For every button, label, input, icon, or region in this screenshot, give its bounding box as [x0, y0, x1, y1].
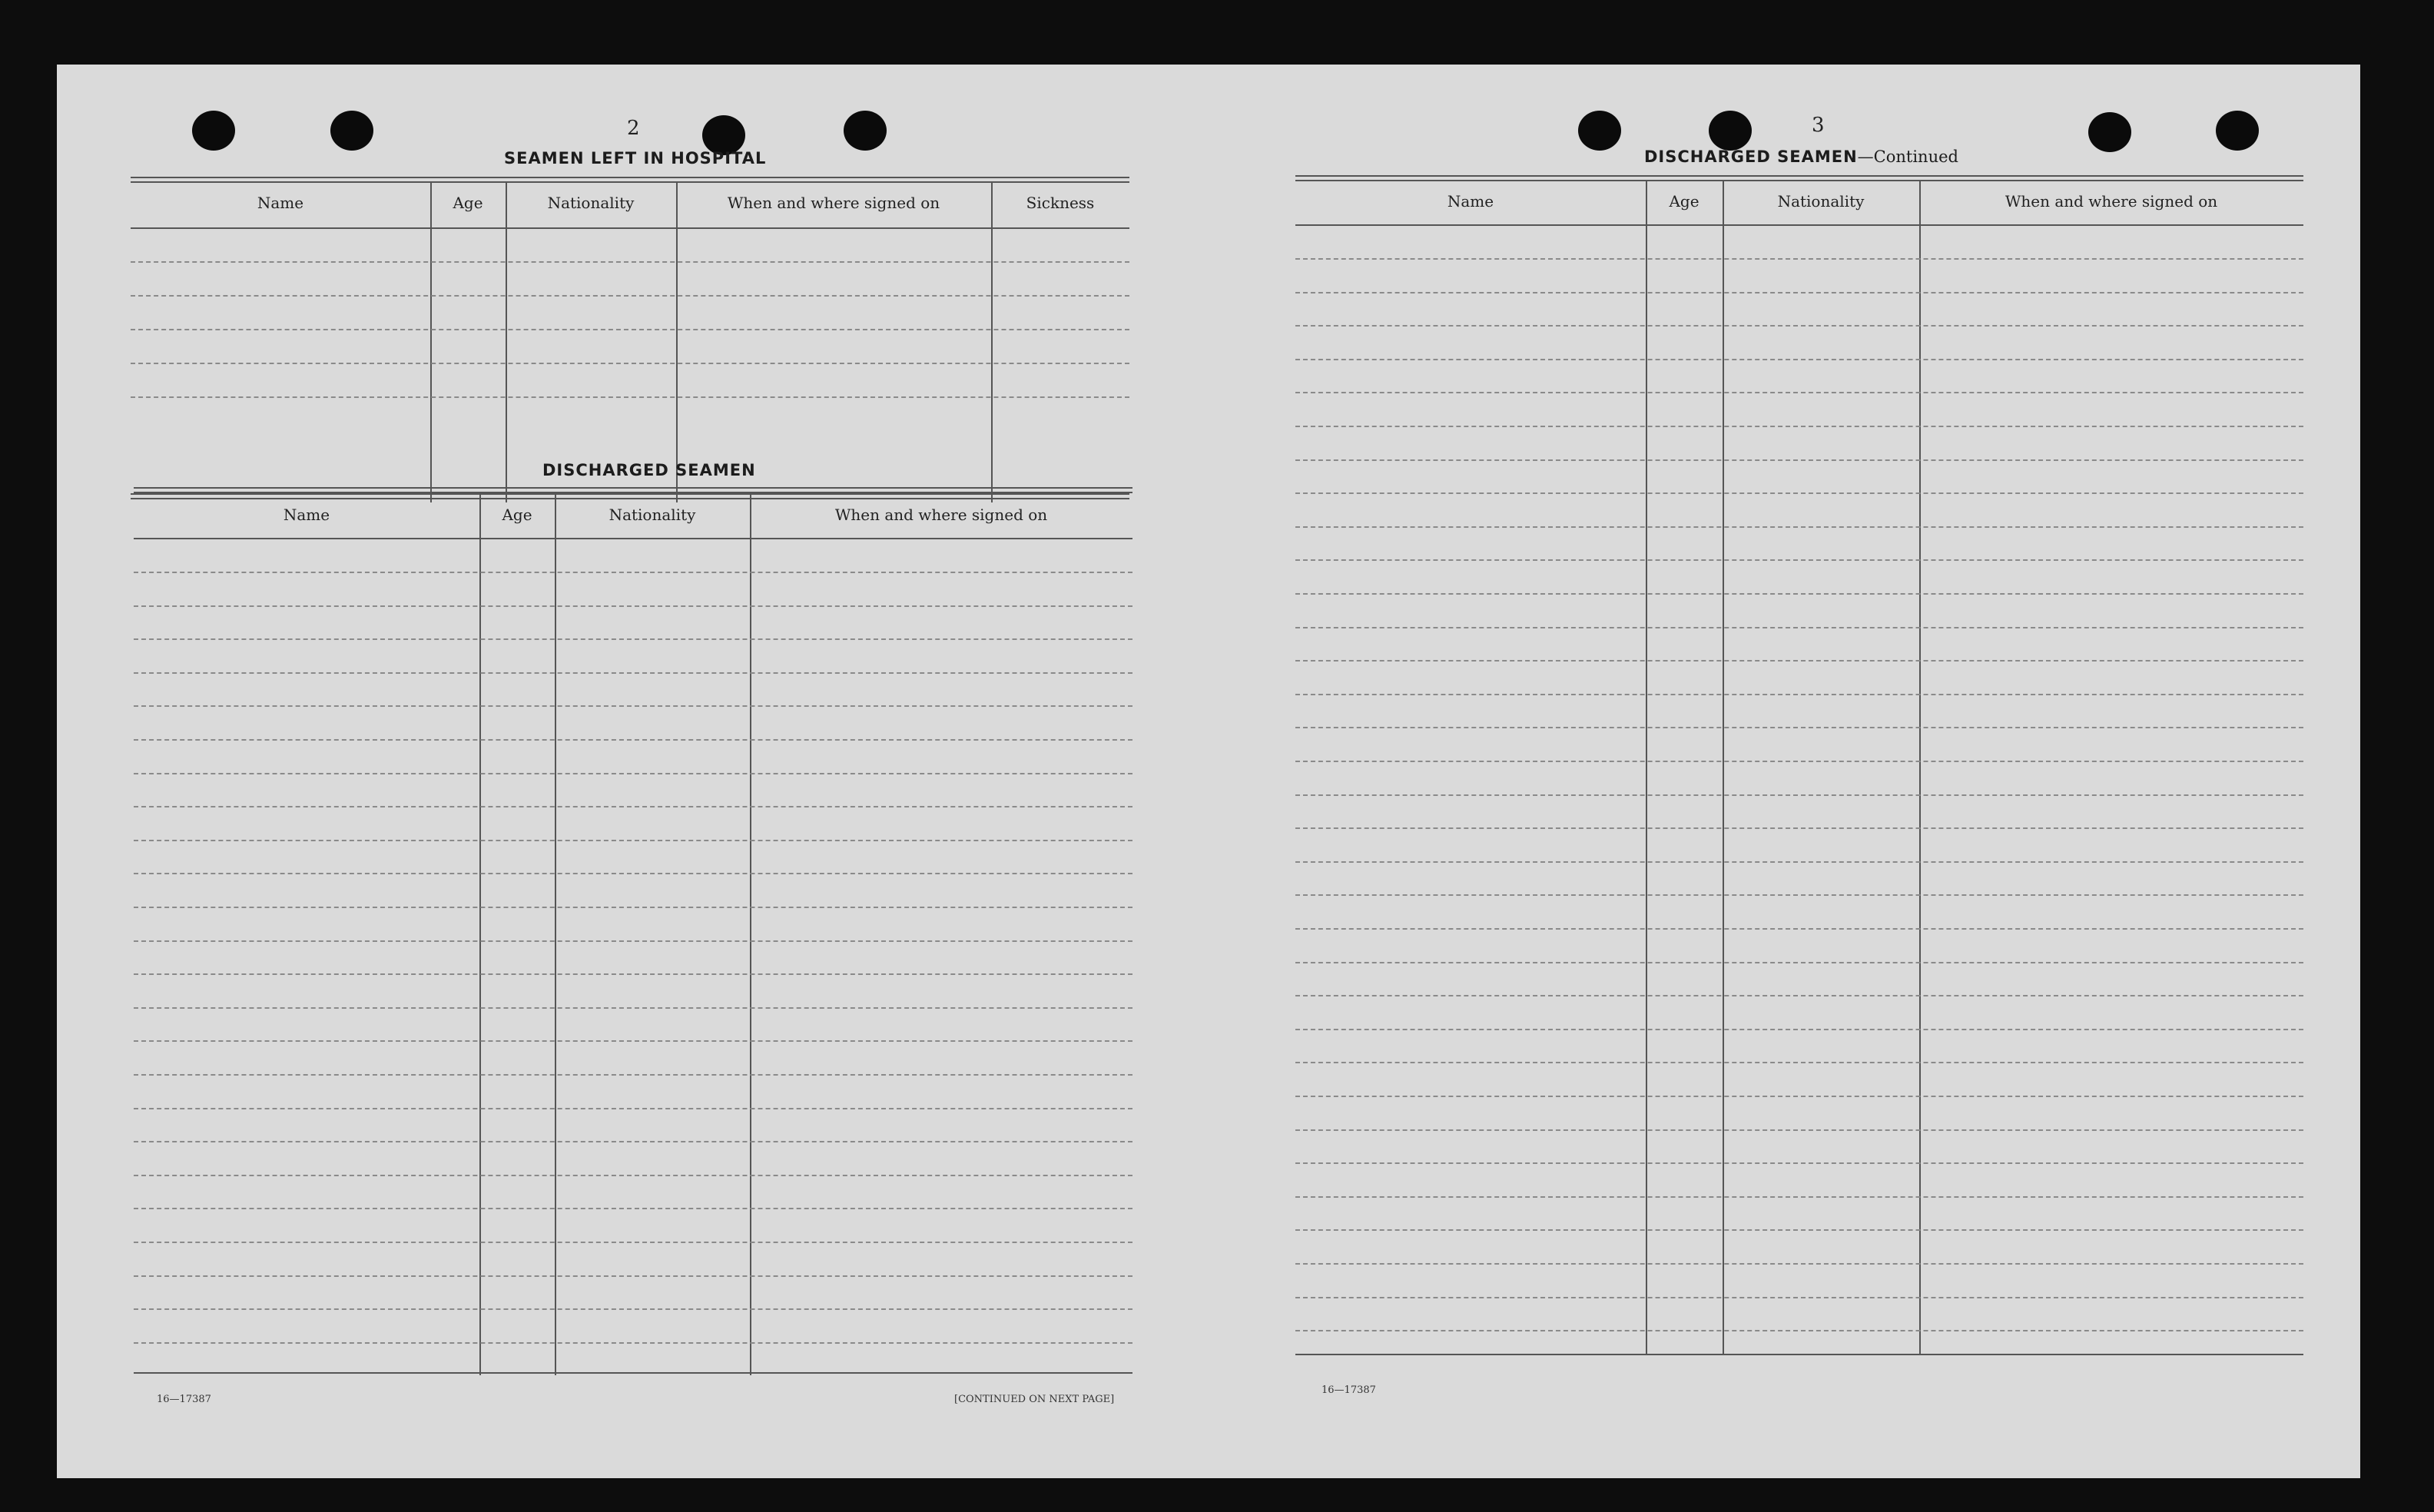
- hospital-table: [131, 177, 1129, 502]
- table-rule: [1295, 1354, 2303, 1355]
- table-row: [1295, 392, 2303, 393]
- table-row: [1295, 727, 2303, 728]
- table-row: [134, 973, 1132, 975]
- punch-hole: [330, 111, 373, 151]
- form-sheet: [57, 65, 2360, 1478]
- table-row: [134, 705, 1132, 707]
- table-row: [134, 638, 1132, 640]
- column-header: Sickness: [1026, 194, 1095, 212]
- table-row: [1295, 861, 2303, 863]
- punch-hole: [1709, 111, 1752, 151]
- table-row: [1295, 694, 2303, 695]
- table-row: [1295, 1229, 2303, 1231]
- hospital-section-title: SEAMEN LEFT IN HOSPITAL: [504, 149, 767, 167]
- table-row: [1295, 928, 2303, 930]
- column-divider: [1646, 180, 1647, 1355]
- table-row: [134, 1342, 1132, 1344]
- table-row: [134, 739, 1132, 741]
- table-row: [134, 1108, 1132, 1109]
- table-row: [1295, 292, 2303, 293]
- column-header: Age: [502, 506, 532, 524]
- table-row: [1295, 995, 2303, 996]
- header-rule: [131, 227, 1129, 229]
- table-row: [131, 329, 1129, 330]
- table-row: [1295, 258, 2303, 260]
- page-number-left: 2: [627, 117, 640, 140]
- table-row: [134, 1141, 1132, 1142]
- table-row: [1295, 426, 2303, 427]
- table-row: [1295, 593, 2303, 595]
- table-row: [1295, 1330, 2303, 1331]
- table-row: [134, 1040, 1132, 1042]
- continued-section-title: [1644, 148, 1958, 166]
- table-row: [134, 672, 1132, 674]
- column-divider: [1919, 180, 1921, 1355]
- column-header: Nationality: [608, 506, 696, 524]
- table-row: [134, 907, 1132, 908]
- header-rule: [1295, 224, 2303, 226]
- header-rule: [134, 538, 1132, 539]
- column-divider: [991, 181, 993, 502]
- table-row: [1295, 526, 2303, 528]
- table-rule: [1295, 175, 2303, 177]
- table-rule: [134, 1372, 1132, 1374]
- table-row: [1295, 1029, 2303, 1030]
- discharged-section-title: DISCHARGED SEAMEN: [542, 461, 756, 479]
- table-rule: [1295, 180, 2303, 181]
- column-divider: [1723, 180, 1724, 1355]
- punch-hole: [1578, 111, 1621, 151]
- table-row: [1295, 1162, 2303, 1164]
- table-row: [1295, 1263, 2303, 1265]
- table-row: [1295, 962, 2303, 963]
- column-divider: [430, 181, 432, 502]
- table-row: [134, 1242, 1132, 1243]
- punch-hole: [844, 111, 887, 151]
- table-row: [1295, 1129, 2303, 1131]
- table-row: [1295, 627, 2303, 628]
- column-header: Age: [1669, 192, 1699, 211]
- punch-hole: [192, 111, 235, 151]
- section-title-suffix: —Continued: [1857, 148, 1958, 166]
- table-row: [1295, 660, 2303, 662]
- table-row: [134, 1275, 1132, 1277]
- table-row: [134, 1074, 1132, 1076]
- table-row: [1295, 827, 2303, 829]
- table-row: [1295, 894, 2303, 896]
- column-header: Age: [453, 194, 483, 212]
- table-row: [131, 396, 1129, 398]
- table-row: [1295, 1062, 2303, 1063]
- table-row: [1295, 492, 2303, 494]
- table-row: [1295, 1297, 2303, 1298]
- table-row: [1295, 794, 2303, 796]
- table-row: [134, 1308, 1132, 1310]
- table-row: [134, 840, 1132, 841]
- page-number-right: 3: [1812, 114, 1825, 137]
- table-rule: [131, 181, 1129, 183]
- table-rule: [134, 487, 1132, 489]
- table-row: [134, 1208, 1132, 1209]
- table-rule: [134, 492, 1132, 493]
- table-row: [131, 261, 1129, 263]
- table-row: [134, 940, 1132, 942]
- form-number-right: 16—17387: [1321, 1384, 1376, 1396]
- table-row: [1295, 559, 2303, 561]
- table-row: [134, 1007, 1132, 1009]
- column-header: Name: [283, 506, 330, 524]
- column-header: Nationality: [547, 194, 635, 212]
- table-rule: [131, 177, 1129, 178]
- table-row: [1295, 1196, 2303, 1198]
- table-row: [1295, 1096, 2303, 1097]
- form-number-left: 16—17387: [157, 1394, 211, 1405]
- column-header: When and where signed on: [2005, 192, 2218, 211]
- column-header: When and where signed on: [727, 194, 940, 212]
- table-row: [134, 1175, 1132, 1176]
- table-row: [134, 605, 1132, 607]
- table-row: [131, 363, 1129, 364]
- column-header: Nationality: [1777, 192, 1865, 211]
- column-header: Name: [257, 194, 304, 212]
- table-row: [134, 773, 1132, 774]
- continued-note: [CONTINUED ON NEXT PAGE]: [954, 1394, 1115, 1405]
- punch-hole: [2216, 111, 2259, 151]
- table-row: [1295, 459, 2303, 461]
- section-title-main: DISCHARGED SEAMEN: [1644, 148, 1858, 166]
- punch-hole: [2088, 112, 2131, 152]
- table-row: [134, 873, 1132, 874]
- column-divider: [506, 181, 507, 502]
- column-header: When and where signed on: [834, 506, 1048, 524]
- table-row: [1295, 359, 2303, 360]
- discharged-continued-table: [1295, 175, 2303, 1375]
- table-row: [1295, 325, 2303, 327]
- table-row: [131, 295, 1129, 297]
- column-header: Name: [1447, 192, 1494, 211]
- table-row: [134, 806, 1132, 807]
- column-divider: [676, 181, 678, 502]
- discharged-table: [134, 487, 1132, 1375]
- table-row: [1295, 761, 2303, 762]
- table-row: [134, 572, 1132, 573]
